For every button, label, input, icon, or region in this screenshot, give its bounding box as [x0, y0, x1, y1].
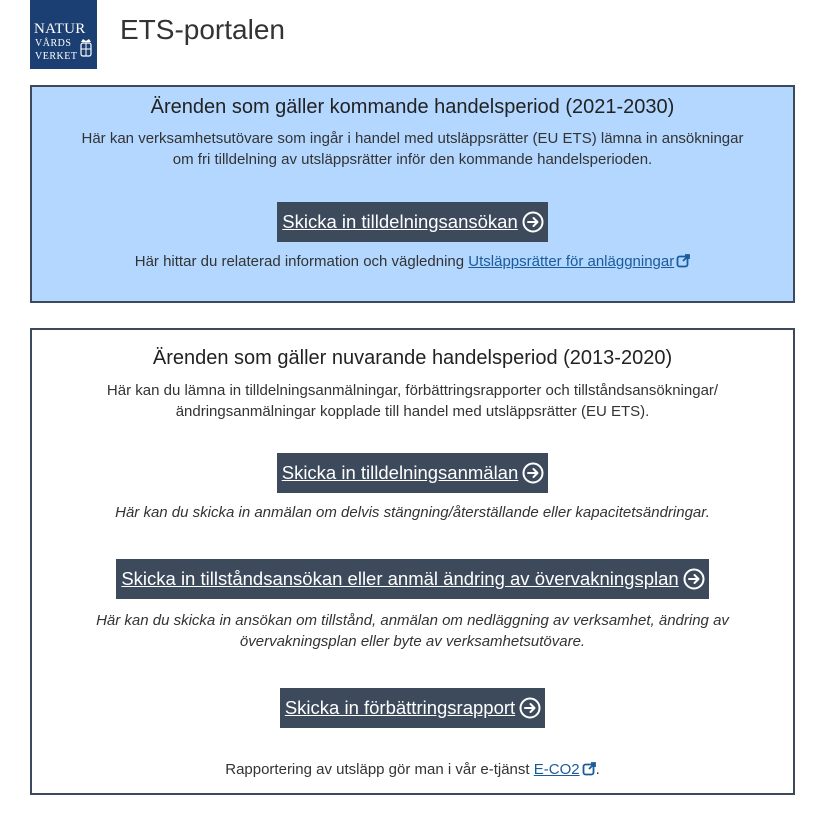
naturvardsverket-logo[interactable] — [30, 0, 97, 69]
upcoming-description-line-2: om fri tilldelning av utsläppsrätter inför den kommande handelsperioden. — [172, 151, 653, 168]
current-heading: Ärenden som gäller nuvarande handelsperiod (2013-2020) — [152, 347, 673, 369]
current-period-panel — [30, 328, 795, 795]
crown-crest-icon — [79, 38, 93, 60]
logo-text-line-1: NATUR — [34, 21, 86, 37]
button-label: Skicka in förbättringsrapport — [284, 697, 516, 718]
reporting-suffix: . — [595, 761, 600, 778]
upcoming-info-text: Här hittar du relaterad information och vägledning — [134, 253, 469, 270]
button-label: Skicka in tilldelningsanmälan — [281, 462, 519, 483]
permit-note-line-2: övervakningsplan eller byte av verksamhetsutövare. — [239, 633, 586, 650]
current-description-line-1: Här kan du lämna in tilldelningsanmälningar, förbättringsrapporter och tillståndsansökningar/ — [106, 382, 719, 399]
upcoming-info — [32, 251, 793, 272]
upcoming-description-line-1: Här kan verksamhetsutövare som ingår i handel med utsläppsrätter (EU ETS) lämna in ansökningar — [81, 130, 744, 147]
submit-permit-application-button[interactable] — [116, 559, 708, 599]
emission-rights-link[interactable]: Utsläppsrätter för anläggningar — [468, 253, 675, 270]
button-label: Skicka in tilldelningsansökan — [282, 211, 518, 232]
arrow-circle-right-icon — [522, 211, 544, 233]
allocation-note: Här kan du skicka in anmälan om delvis stängning/återställande eller kapacitetsändringar. — [115, 504, 710, 521]
submit-improvement-report-button[interactable] — [280, 688, 545, 728]
e-co2-link[interactable]: E-CO2 — [533, 761, 580, 778]
permit-note-line-1: Här kan du skicka in ansökan om tillstånd, anmälan om nedläggning av verksamhet, ändring av — [96, 612, 729, 629]
upcoming-period-panel — [30, 85, 795, 303]
arrow-circle-right-icon — [522, 462, 544, 484]
upcoming-heading: Ärenden som gäller kommande handelsperiod (2021-2030) — [150, 96, 675, 118]
header — [30, 0, 790, 69]
current-description-line-2: ändringsanmälningar kopplade till handel med utsläppsrätter (EU ETS). — [175, 403, 650, 420]
arrow-circle-right-icon — [519, 697, 541, 719]
app-title: ETS-portalen — [120, 14, 285, 45]
external-link-icon — [676, 254, 690, 268]
arrow-circle-right-icon — [683, 568, 705, 590]
logo-text-line-3: VERKET — [35, 51, 78, 62]
submit-allocation-notification-button[interactable] — [277, 453, 549, 493]
reporting-text: Rapportering av utsläpp gör man i vår e-tjänst — [225, 761, 534, 778]
submit-allocation-application-button[interactable] — [277, 202, 548, 242]
button-label: Skicka in tillståndsansökan eller anmäl ändring av övervakningsplan — [121, 568, 679, 589]
external-link-icon — [582, 762, 596, 776]
reporting-info — [32, 759, 793, 780]
logo-text-line-2: VÅRDS — [35, 38, 72, 49]
